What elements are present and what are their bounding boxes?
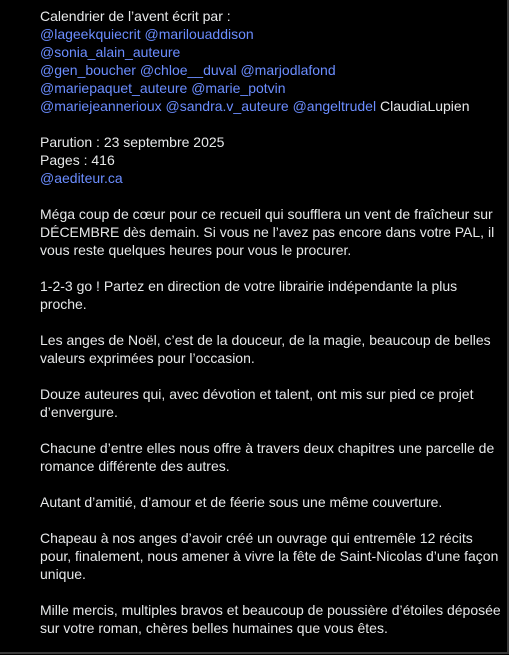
mention-link[interactable]: @marie_potvin <box>191 80 286 96</box>
paragraph: Autant d’amitié, d’amour et de féerie sous une même couverture. <box>40 494 443 510</box>
mention-link[interactable]: @mariejeannerioux <box>40 98 162 114</box>
paragraph: Douze auteures qui, avec dévotion et talent, ont mis sur pied ce projet d’envergure. <box>40 386 474 420</box>
paragraph: Chapeau à nos anges d’avoir créé un ouvrage qui entremêle 12 récits pour, finalement, nous amener à vivre la fête de Saint-Nicolas d’une façon unique. <box>40 530 499 582</box>
release-date: Parution : 23 septembre 2025 <box>40 134 225 150</box>
paragraph: Mille mercis, multiples bravos et beaucoup de poussière d’étoiles déposée sur votre roman, chères belles humaines que vous êtes. <box>40 602 501 636</box>
mention-link[interactable]: @marilouaddison <box>144 26 254 42</box>
mentions-line-4 <box>40 79 502 97</box>
post-body <box>40 7 502 655</box>
mention-link[interactable]: @chloe__duval <box>139 62 237 78</box>
mention-link[interactable]: @sonia_alain_auteure <box>40 44 181 60</box>
mention-link[interactable]: @mariepaquet_auteure <box>40 80 188 96</box>
spacer <box>40 187 502 205</box>
mentions-line-1 <box>40 25 502 43</box>
mentions-line-5 <box>40 97 502 115</box>
paragraph: Chacune d’entre elles nous offre à travers deux chapitres une parcelle de romance différente des autres. <box>40 440 495 474</box>
publisher-line <box>40 169 502 187</box>
paragraph: Méga coup de cœur pour ce recueil qui soufflera un vent de fraîcheur sur DÉCEMBRE dès demain. Si vous ne l’avez pas encore dans votre PAL, il vous reste quelques heures pour vous le procurer. <box>40 206 495 258</box>
author-header: Calendrier de l’avent écrit par : <box>40 8 231 24</box>
mention-link[interactable]: @gen_boucher <box>40 62 136 78</box>
paragraph: 1-2-3 go ! Partez en direction de votre librairie indépendante la plus proche. <box>40 278 458 312</box>
mention-link[interactable]: @angeltrudel <box>292 98 377 114</box>
page-count: Pages : 416 <box>40 152 115 168</box>
mention-link[interactable]: @sandra.v_auteure <box>165 98 289 114</box>
plain-author-name: ClaudiaLupien <box>379 98 470 114</box>
mentions-line-3 <box>40 61 502 79</box>
mention-link[interactable]: @lageekquiecrit <box>40 26 141 42</box>
spacer <box>40 115 502 133</box>
mention-link[interactable]: @marjodlafond <box>240 62 336 78</box>
publisher-mention-link[interactable]: @aediteur.ca <box>40 170 123 186</box>
paragraph: Les anges de Noël, c’est de la douceur, de la magie, beaucoup de belles valeurs exprimées pour l’occasion. <box>40 332 491 366</box>
mentions-line-2 <box>40 43 502 61</box>
